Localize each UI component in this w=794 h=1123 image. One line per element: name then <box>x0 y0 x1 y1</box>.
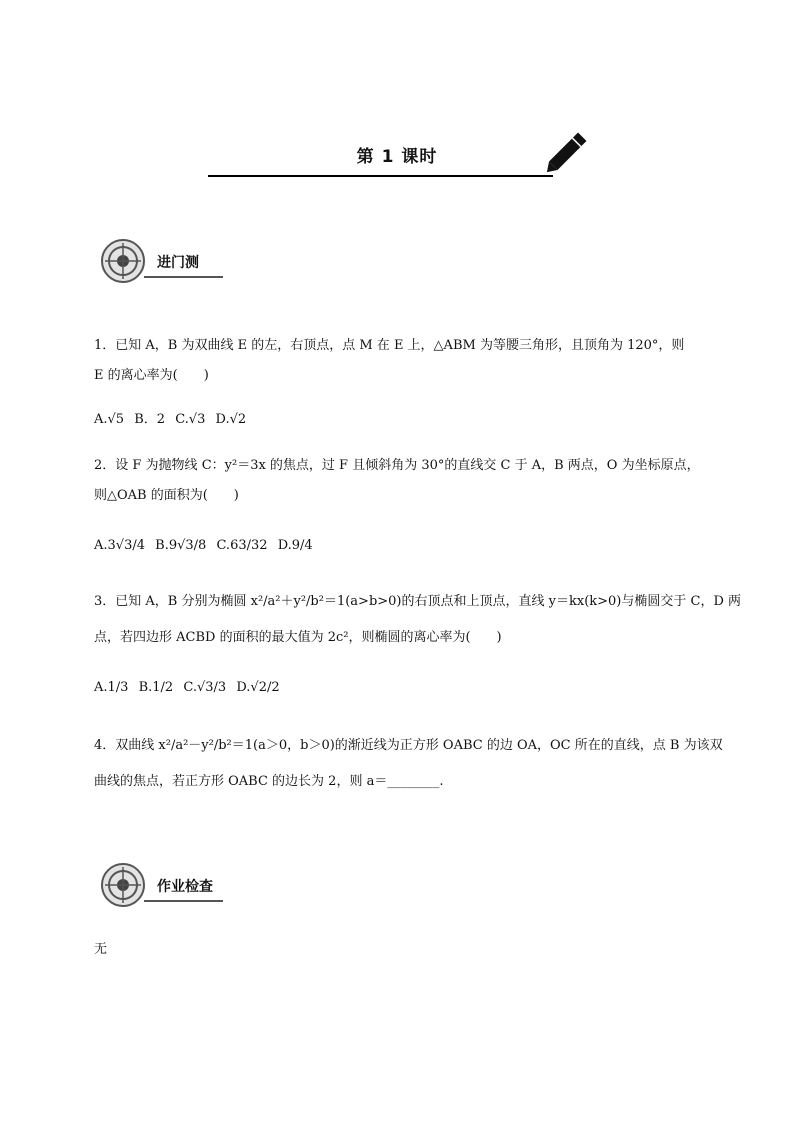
q4-line1: 4．双曲线 x²/a²－y²/b²＝1(a＞0，b＞0)的渐近线为正方形 OABC 的边 OA，OC 所在的直线，点 B 为该双 <box>94 738 723 753</box>
q3-line2: 点，若四边形 ACBD 的面积的最大值为 2c²，则椭圆的离心率为( ) <box>94 630 502 645</box>
lesson-title: 第 1 课时 <box>356 147 438 167</box>
q1-line2: E 的离心率为( ) <box>94 368 209 383</box>
section-header-homework-check <box>100 862 230 908</box>
q1-option-d: D.√2 <box>215 412 247 427</box>
q1-option-b: B．2 <box>134 412 166 427</box>
q3-options <box>94 678 286 698</box>
q1-line1: 1．已知 A，B 为双曲线 E 的左，右顶点，点 M 在 E 上，△ABM 为等腰三角形，且顶角为 120°，则 <box>94 338 685 353</box>
homework-answer: 无 <box>94 942 108 957</box>
q2-option-d: D.9/4 <box>277 538 313 553</box>
section-header-entry-test <box>100 238 230 284</box>
section-label: 进门测 <box>157 255 199 271</box>
section-underline <box>144 900 223 902</box>
q2-options <box>94 536 319 556</box>
q3-option-a: A.1/3 <box>94 680 129 695</box>
q2-line1: 2．设 F 为抛物线 C：y²＝3x 的焦点，过 F 且倾斜角为 30°的直线交 C 于 A，B 两点，O 为坐标原点， <box>94 458 700 473</box>
target-icon <box>100 862 146 908</box>
q3-option-c: C.√3/3 <box>183 680 227 695</box>
pencil-icon <box>538 125 594 181</box>
section-underline <box>144 276 223 278</box>
q2-line2: 则△OAB 的面积为( ) <box>94 488 239 503</box>
section-label: 作业检查 <box>157 879 213 895</box>
q3-line1: 3．已知 A，B 分别为椭圆 x²/a²＋y²/b²＝1(a>b>0)的右顶点和上顶点，直线 y＝kx(k>0)与椭圆交于 C，D 两 <box>94 594 742 609</box>
q3-option-b: B.1/2 <box>138 680 174 695</box>
q1-options <box>94 410 252 430</box>
target-icon <box>100 238 146 284</box>
q4-line2: 曲线的焦点，若正方形 OABC 的边长为 2，则 a＝________. <box>94 774 444 789</box>
q1-option-c: C.√3 <box>175 412 206 427</box>
q3-option-d: D.√2/2 <box>236 680 280 695</box>
q1-option-a: A.√5 <box>94 412 125 427</box>
title-underline <box>208 175 553 177</box>
q2-option-a: A.3√3/4 <box>94 538 145 553</box>
q2-option-c: C.63/32 <box>216 538 268 553</box>
q2-option-b: B.9√3/8 <box>155 538 207 553</box>
